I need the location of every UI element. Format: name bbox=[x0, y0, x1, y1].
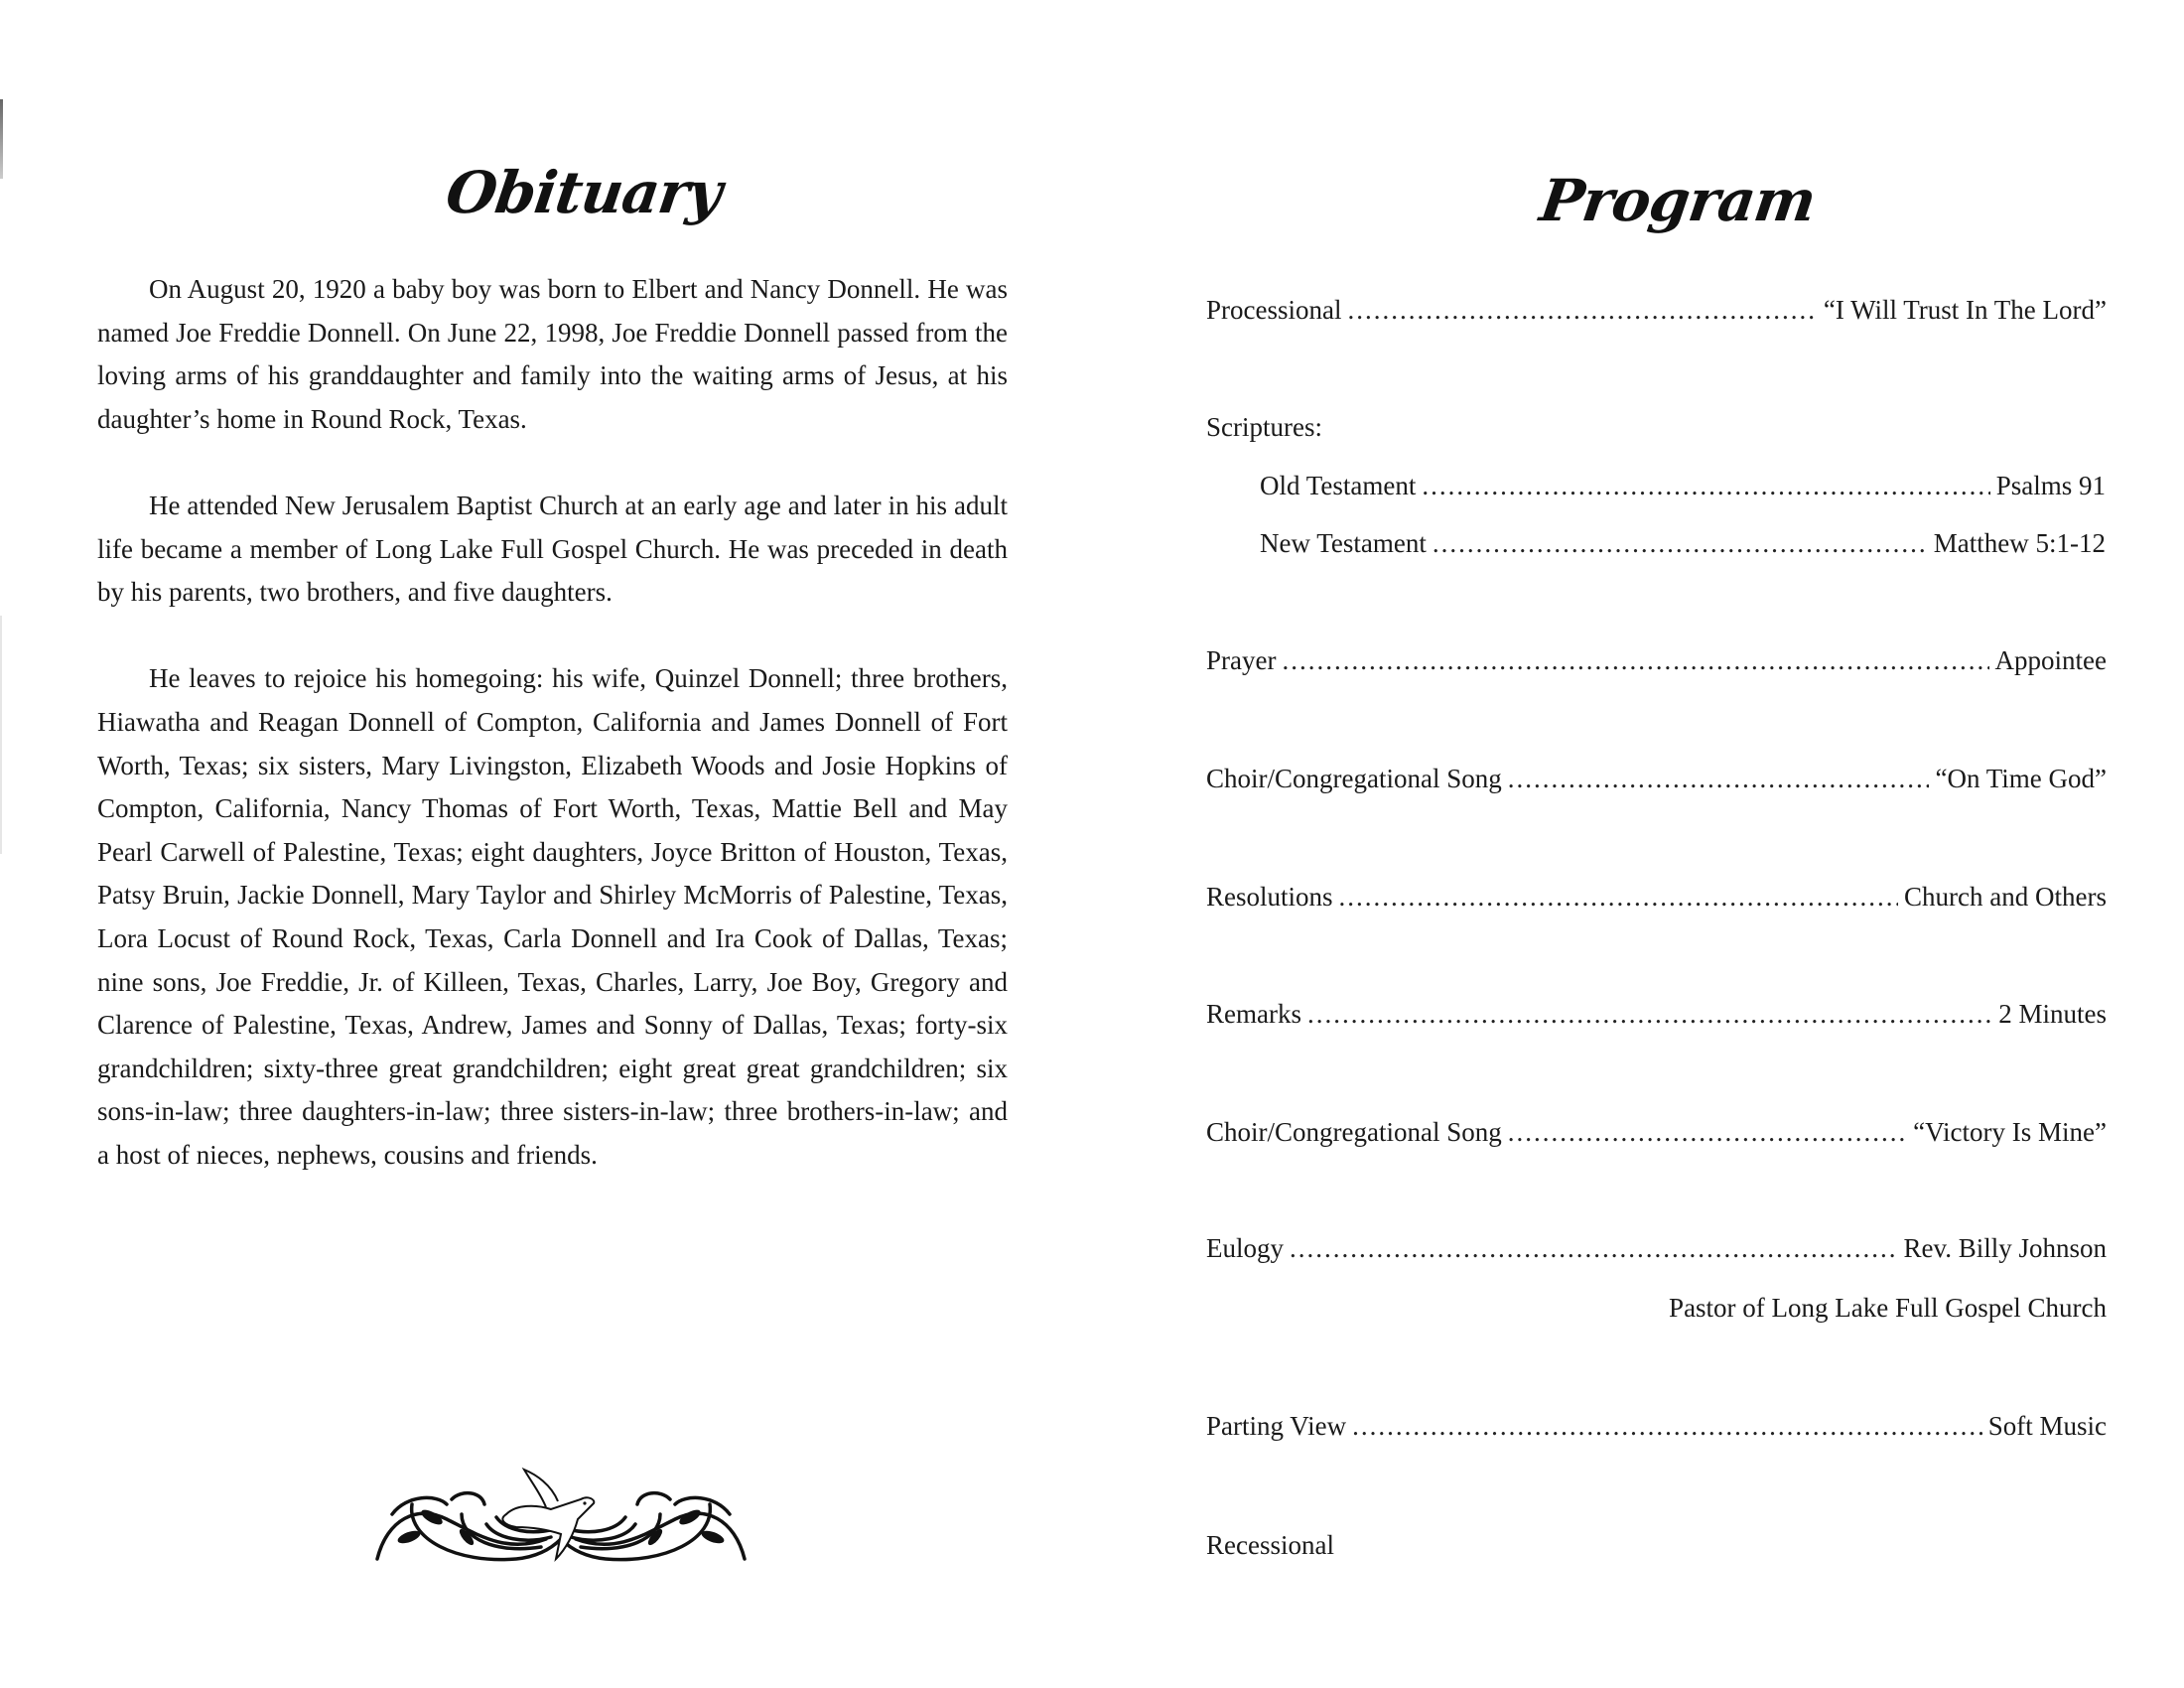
program-page bbox=[1092, 0, 2184, 1688]
scan-edge-mark bbox=[0, 99, 3, 179]
dot-leader bbox=[1352, 1408, 1982, 1444]
program-item-label: Resolutions bbox=[1206, 882, 1333, 912]
program-item-choir-song-2 bbox=[1206, 1114, 2107, 1150]
program-item-value: “I Will Trust In The Lord” bbox=[1823, 295, 2107, 325]
dot-leader bbox=[1508, 761, 1930, 796]
program-item-label: Recessional bbox=[1206, 1530, 1334, 1560]
dot-leader bbox=[1347, 292, 1817, 328]
program-item-processional bbox=[1206, 292, 2107, 328]
obituary-body bbox=[97, 268, 1008, 1220]
program-item-scriptures bbox=[1206, 409, 2107, 445]
obituary-paragraph-church: He attended New Jerusalem Baptist Church at an early age and later in his adult life became a member of Long Lake Full Gospel Church. He was preceded in death by his parents, two brothers, and five daughters. bbox=[97, 490, 1008, 608]
program-item-recessional bbox=[1206, 1527, 2107, 1563]
program-item-value: “On Time God” bbox=[1935, 764, 2107, 793]
scan-edge-shadow bbox=[0, 616, 2, 854]
program-item-value: Soft Music bbox=[1987, 1411, 2107, 1441]
program-item-label: Processional bbox=[1206, 295, 1342, 325]
program-item-value: “Victory Is Mine” bbox=[1913, 1117, 2107, 1147]
program-item-resolutions bbox=[1206, 879, 2107, 914]
program-item-remarks bbox=[1206, 996, 2107, 1032]
program-item-label: Eulogy bbox=[1206, 1233, 1284, 1263]
program-item-label: Remarks bbox=[1206, 999, 1301, 1029]
program-item-value: Church and Others bbox=[1904, 882, 2107, 912]
dot-leader bbox=[1508, 1114, 1907, 1150]
dot-leader bbox=[1339, 879, 1899, 914]
program-item-label: Scriptures: bbox=[1206, 412, 1322, 442]
dot-leader bbox=[1290, 1230, 1897, 1266]
program-item-value: Psalms 91 bbox=[1995, 471, 2106, 500]
dot-leader bbox=[1307, 996, 1992, 1032]
program-title: Program bbox=[1536, 167, 1820, 234]
program-item-choir-song-1 bbox=[1206, 761, 2107, 796]
program-item-value: 2 Minutes bbox=[1998, 999, 2107, 1029]
dot-leader bbox=[1433, 525, 1928, 561]
program-item-value: Rev. Billy Johnson bbox=[1903, 1233, 2107, 1263]
dot-leader bbox=[1422, 468, 1989, 503]
program-item-label: Choir/Congregational Song bbox=[1206, 1117, 1502, 1147]
program-item-parting-view bbox=[1206, 1408, 2107, 1444]
program-item-label: Parting View bbox=[1206, 1411, 1347, 1441]
obituary-paragraph-birth: On August 20, 1920 a baby boy was born to Elbert and Nancy Donnell. He was named Joe Freddie Donnell. On June 22, 1998, Joe Freddie Donnell passed from the loving arms of his granddaughter and family into the waiting arms of Jesus, at his daughter’s home in Round Rock, Texas. bbox=[97, 274, 1008, 434]
obituary-title: Obituary bbox=[442, 159, 726, 226]
program-item-prayer bbox=[1206, 642, 2107, 678]
dove-ornament-icon bbox=[367, 1460, 754, 1579]
program-item-new-testament bbox=[1260, 525, 2106, 561]
program-item-old-testament bbox=[1260, 468, 2106, 503]
program-item-value: Matthew 5:1-12 bbox=[1933, 528, 2106, 558]
dot-leader bbox=[1282, 642, 1988, 678]
program-item-eulogy bbox=[1206, 1230, 2107, 1266]
eulogy-speaker-title: Pastor of Long Lake Full Gospel Church bbox=[1669, 1293, 2107, 1323]
program-item-label: New Testament bbox=[1260, 528, 1427, 558]
program-item-label: Old Testament bbox=[1260, 471, 1417, 500]
program-item-value: Appointee bbox=[1994, 645, 2107, 675]
obituary-paragraph-survivors: He leaves to rejoice his homegoing: his wife, Quinzel Donnell; three brothers, Hiawatha and Reagan Donnell of Compton, California and James Donnell of Fort Worth, Texas; six sisters, Mary Livingston, Elizabeth Woods and Josie Hopkins of Compton, California, Nancy Thomas of Fort Worth, Texas, Mattie Bell and May Pearl Carwell of Palestine, Texas; eight daughters, Joyce Britton of Houston, Texas, Patsy Bruin, Jackie Donnell, Mary Taylor and Shirley McMorris of Palestine, Texas, Lora Locust of Round Rock, Texas, Carla Donnell and Ira Cook of Dallas, Texas; nine sons, Joe Freddie, Jr. of Killeen, Texas, Charles, Larry, Joe Boy, Gregory and Clarence of Palestine, Texas, Andrew, James and Sonny of Dallas, Texas; forty-six grandchildren; sixty-three great grandchildren; eight great great grandchildren; six sons-in-law; three daughters-in-law; three sisters-in-law; three brothers-in-law; and a host of nieces, nephews, cousins and friends. bbox=[97, 663, 1008, 1170]
program-item-label: Prayer bbox=[1206, 645, 1277, 675]
program-item-label: Choir/Congregational Song bbox=[1206, 764, 1502, 793]
